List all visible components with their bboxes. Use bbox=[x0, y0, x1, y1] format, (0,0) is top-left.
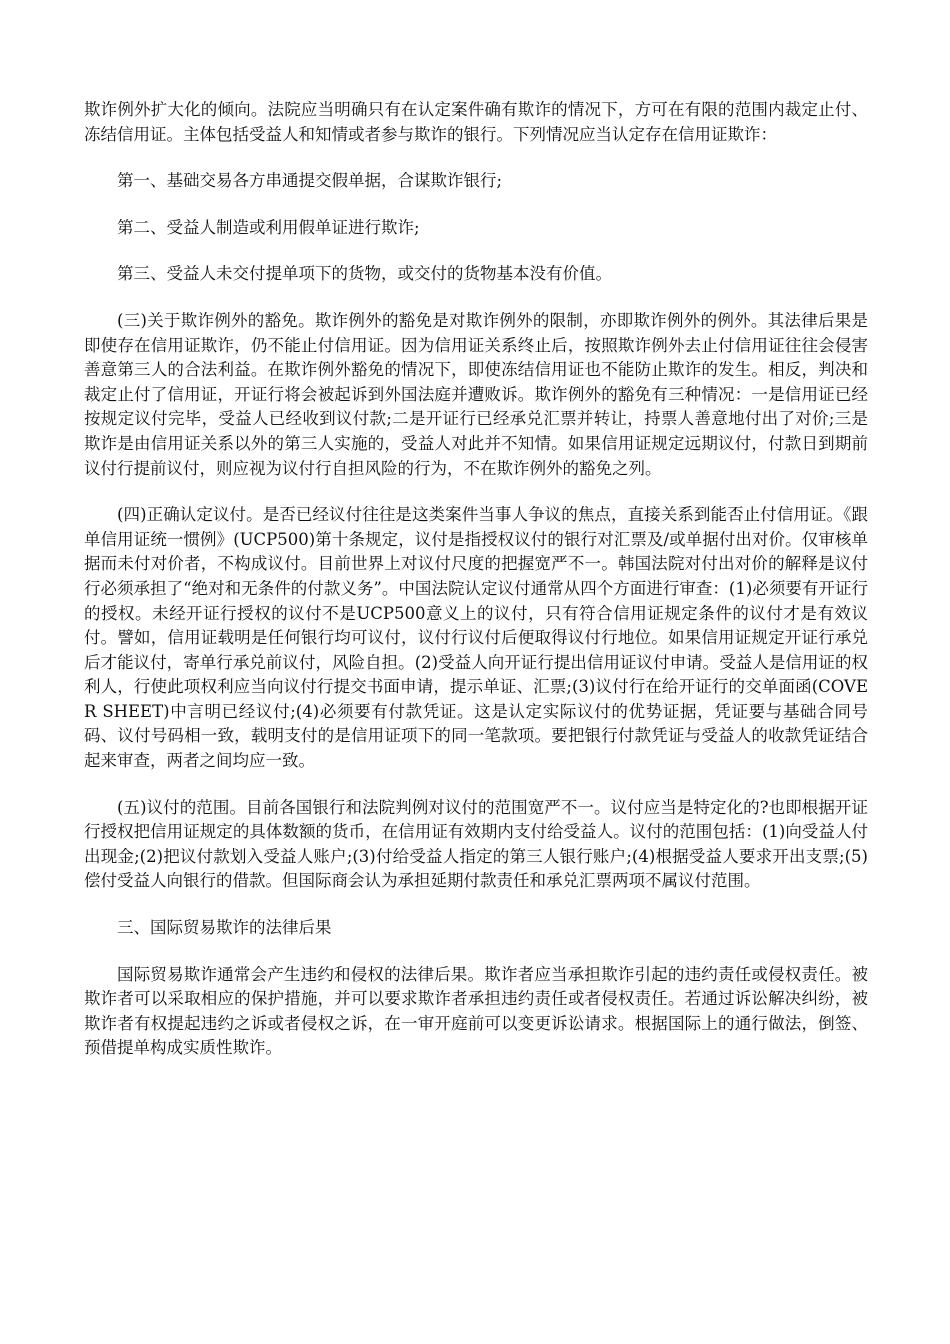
paragraph-legal-consequences: 国际贸易欺诈通常会产生违约和侵权的法律后果。欺诈者应当承担欺诈引起的违约责任或侵权责任。被欺诈者可以采取相应的保护措施，并可以要求欺诈者承担违约责任或者侵权责任。若通过诉讼解决纠纷，被欺诈者有权提起违约之诉或者侵权之诉，在一审开庭前可以变更诉讼请求。根据国际上的通行做法，倒签、预借提单构成实质性欺诈。 bbox=[84, 964, 868, 1058]
paragraph-section-5-negotiation-scope: (五)议付的范围。目前各国银行和法院判例对议付的范围宽严不一。议付应当是特定化的?也即根据开证行授权把信用证规定的具体数额的货币，在信用证有效期内支付给受益人。议付的范围包括：(1)向受益人付出现金;(2)把议付款划入受益人账户;(3)付给受益人指定的第三人银行账户;(4)根据受益人要求开出支票;(5)偿付受益人向银行的借款。但国际商会认为承担延期付款责任和承兑汇票两项不属议付范围。 bbox=[84, 797, 868, 891]
paragraph-intro-continuation: 欺诈例外扩大化的倾向。法院应当明确只有在认定案件确有欺诈的情况下，方可在有限的范围内裁定止付、冻结信用证。主体包括受益人和知情或者参与欺诈的银行。下列情况应当认定存在信用证欺诈： bbox=[84, 100, 868, 144]
paragraph-case-1: 第一、基础交易各方串通提交假单据，合谋欺诈银行; bbox=[117, 171, 503, 191]
paragraph-case-3: 第三、受益人未交付提单项下的货物，或交付的货物基本没有价值。 bbox=[117, 264, 612, 284]
paragraph-section-3-fraud-exemption: (三)关于欺诈例外的豁免。欺诈例外的豁免是对欺诈例外的限制，亦即欺诈例外的例外。其法律后果是即使存在信用证欺诈，仍不能止付信用证。因为信用证关系终止后，按照欺诈例外去止付信用证往往会侵害善意第三人的合法利益。在欺诈例外豁免的情况下，即使冻结信用证也不能防止欺诈的发生。相反，判决和裁定止付了信用证，开证行将会被起诉到外国法庭并遭败诉。欺诈例外的豁免有三种情况：一是信用证已经按规定议付完毕，受益人已经收到议付款;二是开证行已经承兑汇票并转让，持票人善意地付出了对价;三是欺诈是由信用证关系以外的第三人实施的，受益人对此并不知情。如果信用证规定远期议付，付款日到期前议付行提前议付，则应视为议付行自担风险的行为，不在欺诈例外的豁免之列。 bbox=[84, 310, 868, 478]
section-heading-legal-consequences: 三、国际贸易欺诈的法律后果 bbox=[117, 918, 332, 938]
paragraph-case-2: 第二、受益人制造或利用假单证进行欺诈; bbox=[117, 217, 420, 237]
paragraph-section-4-negotiation: (四)正确认定议付。是否已经议付往往是这类案件当事人争议的焦点，直接关系到能否止付信用证。《跟单信用证统一惯例》(UCP500)第十条规定，议付是指授权议付的银行对汇票及/或单据付出对价。仅审核单据而未付对价者，不构成议付。目前世界上对议付尺度的把握宽严不一。韩国法院对付出对价的解释是议付行必须承担了“绝对和无条件的付款义务”。中国法院认定议付通常从四个方面进行审查：(1)必须要有开证行的授权。未经开证行授权的议付不是UCP500意义上的议付，只有符合信用证规定条件的议付才是有效议付。譬如，信用证载明是任何银行均可议付，议付行议付后便取得议付行地位。如果信用证规定开证行承兑后才能议付，寄单行承兑前议付，风险自担。(2)受益人向开证行提出信用证议付申请。受益人是信用证的权利人，行使此项权利应当向议付行提交书面申请，提示单证、汇票;(3)议付行在给开证行的交单面函(COVER SHEET)中言明已经议付;(4)必须要有付款凭证。这是认定实际议付的优势证据，凭证要与基础合同号码、议付号码相一致，载明支付的是信用证项下的同一笔款项。要把银行付款凭证与受益人的收款凭证结合起来审查，两者之间均应一致。 bbox=[84, 505, 868, 771]
